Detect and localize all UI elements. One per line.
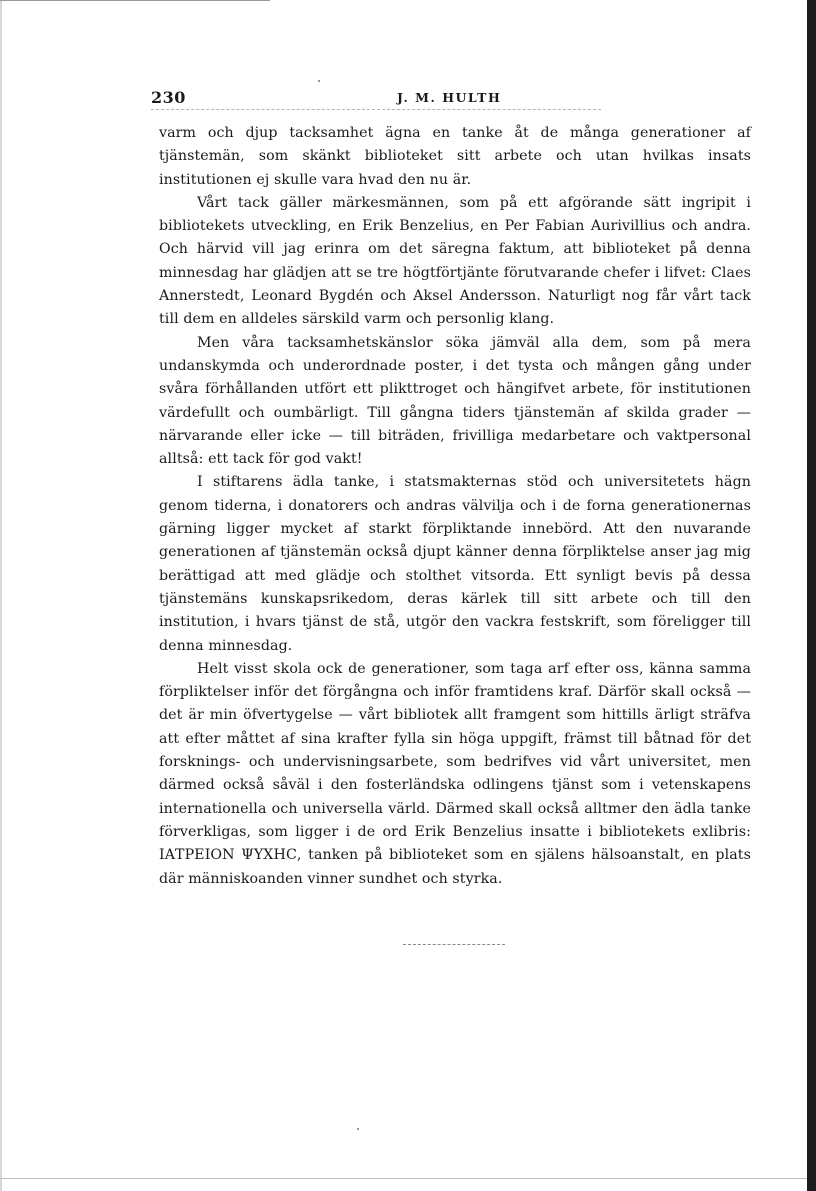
- scan-speck: [357, 1128, 359, 1130]
- running-head: J. M. HULTH: [397, 90, 502, 105]
- body-text: [159, 122, 751, 891]
- scan-right-border: [807, 0, 816, 1191]
- closing-rule: [403, 944, 505, 945]
- scan-bottom-line: [0, 1178, 807, 1179]
- paragraph: Helt visst skola ock de generationer, som taga arf efter oss, känna samma förpliktelser inför det förgångna och inför framtidens kraf. Därför skall också — det är min öfvertygelse — vårt bibliotek allt framgent som hittills ärligt sträfva att efter måttet af sina krafter fylla sin höga uppgift, främst till båtnad för det forsknings- och undervisningsarbete, som bedrifves vid vårt universitet, men därmed också såväl i den fosterländska odlingens tjänst som i vetenskapens internationella och universella värld. Därmed skall också alltmer den ädla tanke förverkligas, som ligger i de ord Erik Benzelius insatte i bibliotekets exlibris: ΙΑΤΡΕΙΟΝ ΨΥΧΗϹ, tanken på biblioteket som en själens hälsoanstalt, en plats där människoanden vinner sundhet och styrka.: [159, 660, 751, 887]
- paragraph: Men våra tacksamhetskänslor söka jämväl alla dem, som på mera undanskymda och underordnade poster, i det tysta och mången gång under svåra förhållanden utfört ett plikttroget och hängifvet arbete, för institutionen värdefullt och oumbärligt. Till gångna tiders tjänstemän af skilda grader — närvarande eller icke — till biträden, frivilliga medarbetare och vaktpersonal alltså: ett tack för god vakt!: [159, 334, 751, 468]
- scan-speck: [318, 80, 320, 82]
- paragraph: varm och djup tacksamhet ägna en tanke åt de många generationer af tjänstemän, som skänkt biblioteket sitt arbete och utan hvilkas insats institutionen ej skulle vara hvad den nu är.: [159, 125, 751, 188]
- scan-left-edge: [0, 0, 2, 1191]
- page-header: [151, 88, 751, 110]
- scan-top-line: [0, 0, 270, 1]
- paragraph: I stiftarens ädla tanke, i statsmakternas stöd och universitetets hägn genom tiderna, i donatorers och andras välvilja och i de forna generationernas gärning ligger mycket af starkt förpliktande innebörd. Att den nuvarande generationen af tjänstemän också djupt känner denna förpliktelse anser jag mig berättigad att med glädje och stolthet vitsorda. Ett synligt bevis på dessa tjänstemäns kunskapsrikedom, deras kärlek till sitt arbete och till den institution, i hvars tjänst de stå, utgör den vackra festskrift, som föreligger till denna minnesdag.: [159, 474, 751, 654]
- header-rule: [151, 109, 601, 110]
- paragraph: Vårt tack gäller märkesmännen, som på ett afgörande sätt ingripit i bibliotekets utveckling, en Erik Benzelius, en Per Fabian Aurivillius och andra. Och härvid vill jag erinra om det säregna faktum, att biblioteket på denna minnesdag har glädjen att se tre högtförtjänte förutvarande chefer i lifvet: Claes Annerstedt, Leonard Bygdén och Aksel Andersson. Naturligt nog får vårt tack till dem en alldeles särskild varm och personlig klang.: [159, 194, 751, 328]
- page-number: 230: [151, 88, 186, 107]
